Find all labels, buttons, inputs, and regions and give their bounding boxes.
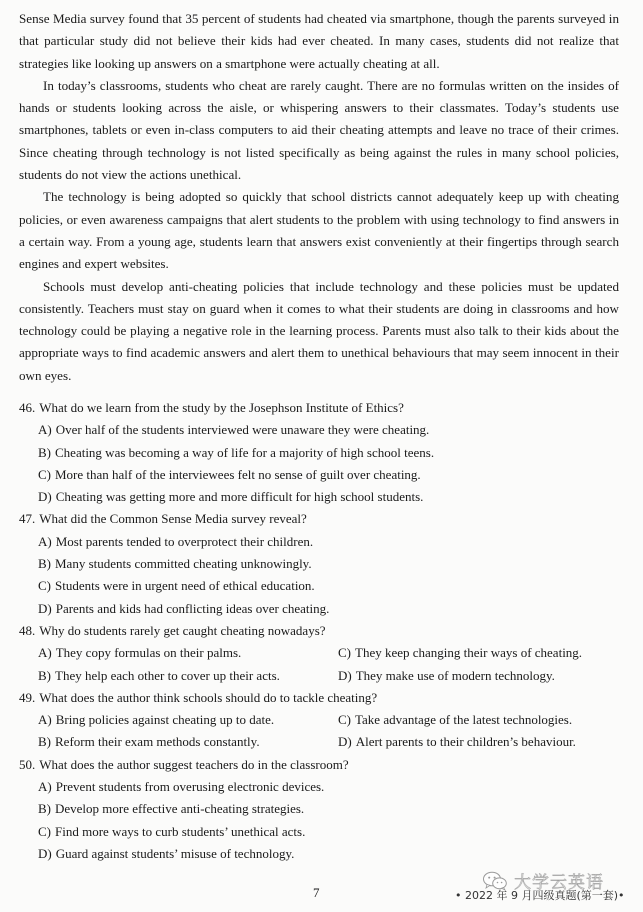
question-text: What did the Common Sense Media survey reveal? xyxy=(39,511,307,527)
question-49 xyxy=(19,687,619,754)
option-key: C) xyxy=(38,578,51,594)
option-text: They make use of modern technology. xyxy=(355,667,555,683)
option-c xyxy=(338,642,618,664)
option-key: C) xyxy=(338,712,351,728)
option-key: A) xyxy=(38,422,52,438)
option-text: Take advantage of the latest technologies. xyxy=(355,712,573,728)
option-key: D) xyxy=(338,667,352,683)
option-text: They help each other to cover up their acts. xyxy=(55,667,280,683)
option-c xyxy=(38,464,619,486)
option-d xyxy=(38,486,619,508)
option-b xyxy=(38,798,619,820)
option-key: D) xyxy=(38,600,52,616)
option-text: More than half of the interviewees felt no sense of guilt over cheating. xyxy=(55,466,421,482)
option-c xyxy=(38,575,619,597)
option-key: A) xyxy=(38,779,52,795)
option-text: Most parents tended to overprotect their children. xyxy=(55,533,314,549)
option-c xyxy=(338,709,618,731)
option-text: They copy formulas on their palms. xyxy=(55,645,242,661)
question-stem xyxy=(19,754,619,776)
option-key: B) xyxy=(38,444,51,460)
reading-passage xyxy=(19,8,619,387)
question-48 xyxy=(19,620,619,687)
question-text: Why do students rarely get caught cheating nowadays? xyxy=(39,622,326,638)
option-text: Cheating was getting more and more difficult for high school students. xyxy=(55,489,424,505)
question-number: 49. xyxy=(19,689,36,705)
option-d xyxy=(338,665,618,687)
option-text: Cheating was becoming a way of life for a majority of high school teens. xyxy=(55,444,435,460)
page-number: 7 xyxy=(313,885,320,900)
option-a xyxy=(38,419,619,441)
option-text: Find more ways to curb students’ unethical acts. xyxy=(55,823,306,839)
option-c xyxy=(38,821,619,843)
question-50 xyxy=(19,754,619,865)
option-d xyxy=(38,598,619,620)
option-text: Alert parents to their children’s behaviour. xyxy=(355,734,576,750)
option-key: C) xyxy=(38,823,51,839)
option-key: A) xyxy=(38,533,52,549)
option-key: B) xyxy=(38,556,51,572)
question-stem xyxy=(19,397,619,419)
question-text: What do we learn from the study by the Josephson Institute of Ethics? xyxy=(39,400,404,415)
option-list xyxy=(19,419,619,508)
option-key: C) xyxy=(38,466,51,482)
watermark-text: 大学云英语 xyxy=(514,873,604,893)
question-text: What does the author think schools should do to tackle cheating? xyxy=(39,689,378,705)
question-number: 47. xyxy=(19,511,36,527)
option-d xyxy=(338,731,618,753)
option-key: B) xyxy=(38,734,51,750)
option-a xyxy=(38,709,338,731)
option-text: Many students committed cheating unknowingly. xyxy=(55,556,312,572)
question-number: 48. xyxy=(19,622,36,638)
option-key: C) xyxy=(338,645,351,661)
question-stem xyxy=(19,508,619,530)
option-key: D) xyxy=(38,845,52,861)
option-a xyxy=(38,531,619,553)
option-a xyxy=(38,642,338,664)
option-a xyxy=(38,776,619,798)
option-text: Prevent students from overusing electronic devices. xyxy=(55,779,325,795)
option-text: Reform their exam methods constantly. xyxy=(55,734,260,750)
question-text: What does the author suggest teachers do in the classroom? xyxy=(39,756,349,772)
option-list xyxy=(19,642,619,687)
passage-paragraph: The technology is being adopted so quickly that school districts cannot adequately keep up with cheating policies, or even awareness campaigns that alert students to the problem with using technology to find answers in a certain way. From a young age, students learn that answers exist conveniently at their fingertips through search engines and expert websites. xyxy=(19,189,619,272)
question-47 xyxy=(19,508,619,619)
question-stem xyxy=(19,687,619,709)
option-b xyxy=(38,665,338,687)
option-key: B) xyxy=(38,801,51,817)
option-text: Parents and kids had conflicting ideas over cheating. xyxy=(55,600,330,616)
option-b xyxy=(38,442,619,464)
passage-paragraph: Sense Media survey found that 35 percent of students had cheated via smartphone, though the parents surveyed in that particular study did not believe their kids had ever cheated. In many cases, students did not realize that strategies like looking up answers on a smartphone were actually cheating at all. xyxy=(19,11,619,71)
option-b xyxy=(38,553,619,575)
option-key: D) xyxy=(38,489,52,505)
passage-paragraph: In today’s classrooms, students who cheat are rarely caught. There are no formulas written on the insides of hands or students looking across the aisle, or whispering answers to their classmates. Today’s students use smartphones, tablets or even in-class computers to aid their cheating attempts and leave no trace of their crimes. Since cheating through technology is not listed specifically as being against the rules in many school policies, students do not view the actions unethical. xyxy=(19,77,619,183)
option-list xyxy=(19,709,619,754)
option-key: B) xyxy=(38,667,51,683)
question-46 xyxy=(19,397,619,508)
option-list xyxy=(19,531,619,620)
option-list xyxy=(19,776,619,865)
option-text: Bring policies against cheating up to date. xyxy=(55,712,275,728)
option-key: A) xyxy=(38,712,52,728)
page-footer xyxy=(0,885,643,907)
option-text: Students were in urgent need of ethical education. xyxy=(55,578,315,594)
option-text: Guard against students’ misuse of technology. xyxy=(55,845,295,861)
question-stem xyxy=(19,620,619,642)
option-text: Over half of the students interviewed were unaware they were cheating. xyxy=(55,422,430,438)
passage-paragraph: Schools must develop anti-cheating policies that include technology and these policies must be updated consistently. Teachers must stay on guard when it comes to what their students are doing in classrooms and how technology could be playing a negative role in the learning process. Parents must also talk to their kids about the appropriate ways to find academic answers and alert them to unethical behaviours that may seem innocent in their own eyes. xyxy=(19,278,619,383)
option-key: A) xyxy=(38,645,52,661)
question-list xyxy=(19,397,619,865)
option-key: D) xyxy=(338,734,352,750)
option-b xyxy=(38,731,338,753)
question-number: 50. xyxy=(19,756,36,772)
question-number: 46. xyxy=(19,400,36,415)
exam-tag: • 2022 年 9 月四级真题(第一套)• xyxy=(455,889,625,902)
option-text: They keep changing their ways of cheating. xyxy=(355,645,583,661)
option-d xyxy=(38,843,619,865)
option-text: Develop more effective anti-cheating strategies. xyxy=(55,801,305,817)
